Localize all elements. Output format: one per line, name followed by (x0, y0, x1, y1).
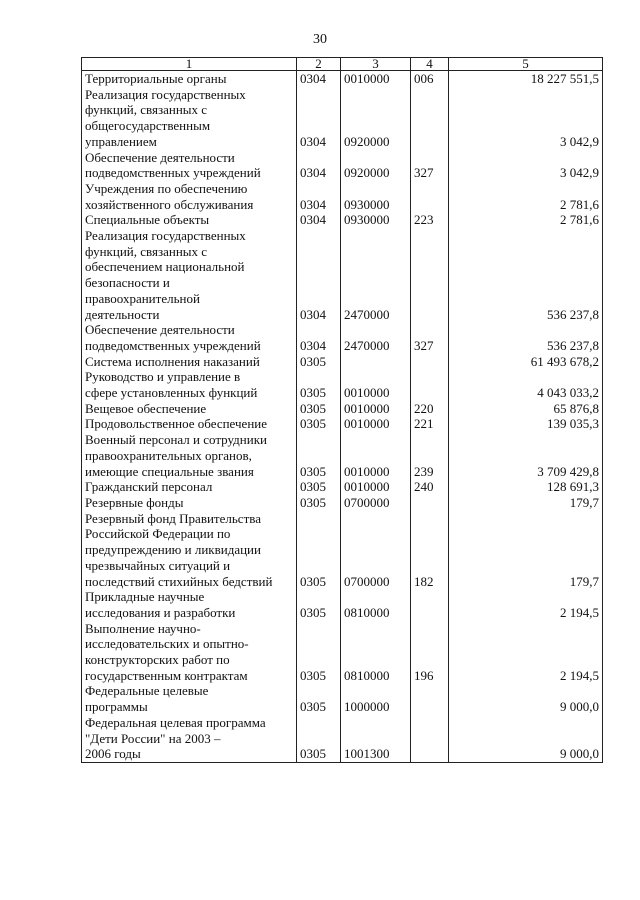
table-row (82, 416, 603, 432)
row-target-code: 2470000 (341, 322, 411, 353)
row-type-code (411, 683, 449, 714)
row-section: 0305 (297, 511, 341, 590)
row-name-line: Вещевое обеспечение (85, 400, 207, 416)
row-type-code (411, 228, 449, 322)
row-name (82, 369, 297, 400)
row-name-line: исследовательских и опытно- (85, 636, 249, 652)
row-target-code (341, 354, 411, 370)
row-amount: 65 876,8 (449, 401, 603, 417)
table-body (82, 71, 603, 763)
row-name-line: правоохранительных органов, (85, 447, 252, 463)
row-name-line: Резервный фонд Правительства (85, 510, 261, 526)
row-amount: 9 000,0 (449, 683, 603, 714)
row-target-code: 1000000 (341, 683, 411, 714)
row-target-code: 0810000 (341, 589, 411, 620)
row-type-code: 006 (411, 71, 449, 87)
row-name (82, 401, 297, 417)
row-type-code (411, 87, 449, 150)
table-row (82, 715, 603, 763)
row-name (82, 621, 297, 684)
table-row (82, 432, 603, 479)
row-name-line: Федеральные целевые (85, 683, 209, 699)
row-name-line: 2006 годы (85, 746, 141, 762)
row-section: 0305 (297, 432, 341, 479)
row-amount: 2 781,6 (449, 212, 603, 228)
row-section: 0305 (297, 495, 341, 511)
row-name (82, 683, 297, 714)
row-section: 0304 (297, 71, 341, 87)
page-number: 30 (313, 32, 327, 47)
row-name-line: Военный персонал и сотрудники (85, 432, 267, 448)
header-cell-section: 2 (297, 58, 341, 71)
row-type-code (411, 354, 449, 370)
table-row (82, 212, 603, 228)
row-target-code: 0930000 (341, 181, 411, 212)
row-target-code: 2470000 (341, 228, 411, 322)
row-name-line: Обеспечение деятельности (85, 322, 235, 338)
row-name (82, 87, 297, 150)
row-section: 0304 (297, 322, 341, 353)
row-amount: 61 493 678,2 (449, 354, 603, 370)
row-name-line: предупреждению и ликвидации (85, 542, 261, 558)
row-type-code (411, 715, 449, 763)
row-name-line: конструкторских работ по (85, 652, 230, 668)
row-name (82, 212, 297, 228)
budget-table (81, 57, 603, 763)
row-type-code (411, 495, 449, 511)
row-section: 0305 (297, 401, 341, 417)
row-amount: 2 194,5 (449, 621, 603, 684)
row-target-code: 0920000 (341, 150, 411, 181)
table-header (82, 58, 603, 71)
row-type-code (411, 369, 449, 400)
row-target-code: 0010000 (341, 432, 411, 479)
row-name (82, 416, 297, 432)
row-target-code: 0010000 (341, 479, 411, 495)
row-section: 0305 (297, 683, 341, 714)
row-type-code: 196 (411, 621, 449, 684)
row-amount: 179,7 (449, 511, 603, 590)
row-amount: 139 035,3 (449, 416, 603, 432)
table-row (82, 150, 603, 181)
table-row (82, 322, 603, 353)
row-name-line: безопасности и (85, 275, 170, 291)
row-target-code: 0010000 (341, 71, 411, 87)
row-amount: 2 194,5 (449, 589, 603, 620)
table-row (82, 683, 603, 714)
row-amount: 536 237,8 (449, 322, 603, 353)
row-name (82, 432, 297, 479)
row-section: 0305 (297, 416, 341, 432)
row-name-line: функций, связанных с (85, 243, 208, 259)
table-row (82, 354, 603, 370)
row-name-line: Реализация государственных (85, 86, 246, 102)
row-target-code: 0010000 (341, 401, 411, 417)
row-name-line: государственным контрактам (85, 667, 248, 683)
table-row (82, 495, 603, 511)
row-section: 0305 (297, 715, 341, 763)
row-type-code: 240 (411, 479, 449, 495)
table-row (82, 181, 603, 212)
row-name-line: Учреждения по обеспечению (85, 180, 248, 196)
row-name-line: Российской Федерации по (85, 526, 231, 542)
row-target-code: 0810000 (341, 621, 411, 684)
row-amount: 3 042,9 (449, 87, 603, 150)
row-amount: 9 000,0 (449, 715, 603, 763)
row-type-code: 223 (411, 212, 449, 228)
row-amount: 536 237,8 (449, 228, 603, 322)
row-target-code: 0700000 (341, 511, 411, 590)
row-amount: 2 781,6 (449, 181, 603, 212)
row-name (82, 150, 297, 181)
table-row (82, 401, 603, 417)
row-target-code: 0010000 (341, 416, 411, 432)
row-name-line: чрезвычайных ситуаций и (85, 557, 231, 573)
row-name (82, 589, 297, 620)
table-row (82, 228, 603, 322)
row-name-line: Территориальные органы (85, 71, 227, 86)
row-name-line: исследования и разработки (85, 604, 236, 620)
row-target-code: 0010000 (341, 369, 411, 400)
row-type-code: 327 (411, 322, 449, 353)
row-amount: 3 709 429,8 (449, 432, 603, 479)
row-section: 0305 (297, 354, 341, 370)
row-name (82, 479, 297, 495)
row-section: 0305 (297, 621, 341, 684)
table-row (82, 511, 603, 590)
table-row (82, 479, 603, 495)
row-name-line: Руководство и управление в (85, 369, 241, 385)
row-type-code: 327 (411, 150, 449, 181)
row-type-code: 182 (411, 511, 449, 590)
row-section: 0304 (297, 181, 341, 212)
row-name-line: подведомственных учреждений (85, 165, 261, 181)
row-section: 0304 (297, 87, 341, 150)
row-type-code: 239 (411, 432, 449, 479)
row-section: 0305 (297, 589, 341, 620)
row-type-code: 221 (411, 416, 449, 432)
row-name-line: обеспечением национальной (85, 259, 245, 275)
row-name (82, 71, 297, 87)
row-target-code: 0920000 (341, 87, 411, 150)
table-row (82, 87, 603, 150)
row-amount: 18 227 551,5 (449, 71, 603, 87)
header-cell-amount: 5 (449, 58, 603, 71)
header-cell-target: 3 (341, 58, 411, 71)
row-name-line: Специальные объекты (85, 212, 210, 228)
row-name (82, 181, 297, 212)
row-target-code: 1001300 (341, 715, 411, 763)
row-type-code (411, 181, 449, 212)
row-amount: 3 042,9 (449, 150, 603, 181)
row-amount: 4 043 033,2 (449, 369, 603, 400)
row-section: 0305 (297, 479, 341, 495)
row-name-line: имеющие специальные звания (85, 463, 254, 479)
row-target-code: 0700000 (341, 495, 411, 511)
row-name (82, 322, 297, 353)
row-name-line: Федеральная целевая программа (85, 714, 266, 730)
row-name-line: правоохранительной (85, 290, 200, 306)
row-name-line: хозяйственного обслуживания (85, 196, 254, 212)
table-row (82, 589, 603, 620)
row-name-line: Продовольственное обеспечение (85, 416, 267, 432)
table-row (82, 369, 603, 400)
row-name-line: Выполнение научно- (85, 620, 201, 636)
row-name (82, 354, 297, 370)
row-name-line: программы (85, 699, 148, 715)
row-name (82, 511, 297, 590)
row-section: 0304 (297, 212, 341, 228)
row-section: 0304 (297, 228, 341, 322)
header-cell-name: 1 (82, 58, 297, 71)
row-name-line: Реализация государственных (85, 228, 246, 244)
row-name-line: сфере установленных функций (85, 385, 258, 401)
header-cell-type: 4 (411, 58, 449, 71)
table-row (82, 621, 603, 684)
row-name-line: управлением (85, 133, 157, 149)
row-type-code (411, 589, 449, 620)
row-name-line: Гражданский персонал (85, 479, 213, 495)
row-name (82, 495, 297, 511)
row-section: 0305 (297, 369, 341, 400)
row-target-code: 0930000 (341, 212, 411, 228)
row-name-line: Резервные фонды (85, 494, 184, 510)
header-row (82, 58, 603, 71)
row-name-line: подведомственных учреждений (85, 337, 261, 353)
row-name-line: Система исполнения наказаний (85, 353, 260, 369)
table-row (82, 71, 603, 87)
row-name-line: "Дети России" на 2003 – (85, 730, 221, 746)
row-amount: 128 691,3 (449, 479, 603, 495)
row-name (82, 715, 297, 763)
row-name-line: функций, связанных с (85, 102, 208, 118)
row-section: 0304 (297, 150, 341, 181)
row-name-line: Обеспечение деятельности (85, 149, 235, 165)
row-name (82, 228, 297, 322)
row-name-line: общегосударственным (85, 118, 211, 134)
row-name-line: Прикладные научные (85, 589, 205, 605)
row-amount: 179,7 (449, 495, 603, 511)
row-name-line: деятельности (85, 306, 160, 322)
row-name-line: последствий стихийных бедствий (85, 573, 273, 589)
row-type-code: 220 (411, 401, 449, 417)
